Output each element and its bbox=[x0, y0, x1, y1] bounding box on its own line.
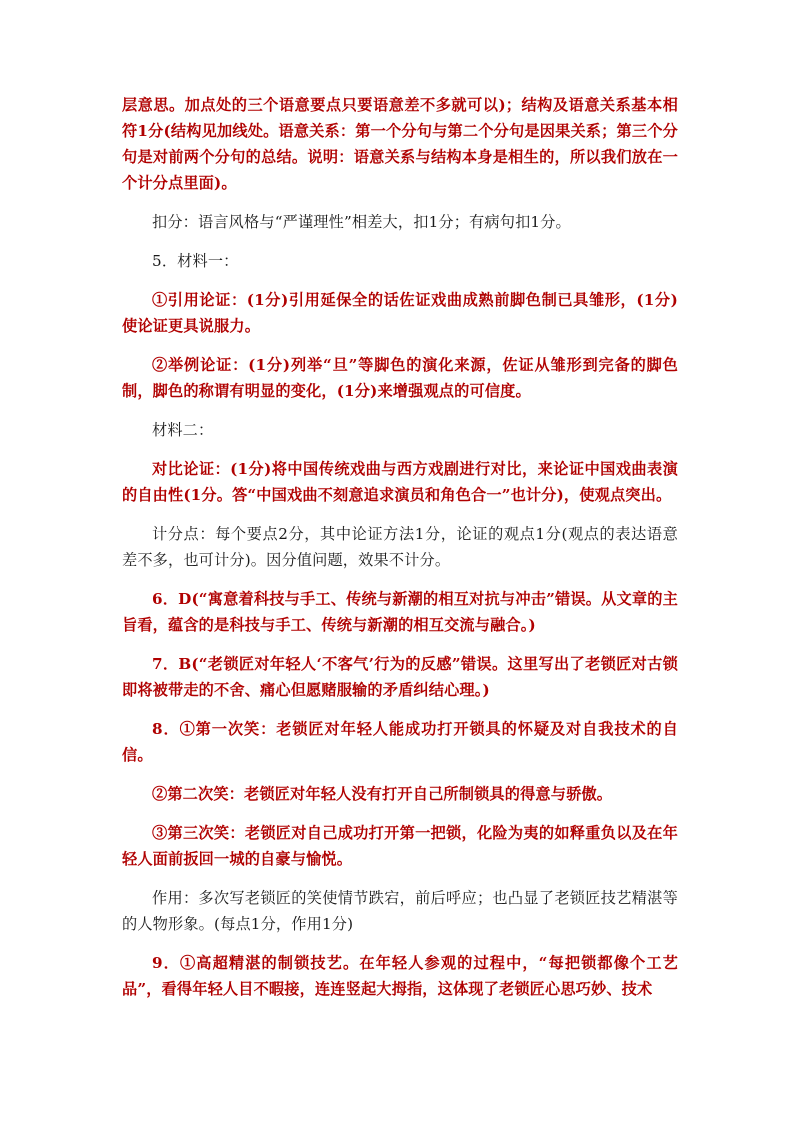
question-8-first-laugh: 8．①第一次笑：老锁匠对年轻人能成功打开锁具的怀疑及对自我技术的自信。 bbox=[122, 720, 678, 764]
question-9-answer: 9．①高超精湛的制锁技艺。在年轻人参观的过程中，“每把锁都像个工艺品”，看得年轻人目不暇接，连连竖起大拇指，这体现了老锁匠心思巧妙、技术 bbox=[122, 954, 678, 998]
question-5-scoring-points: 计分点：每个要点2分，其中论证方法1分，论证的观点1分(观点的表达语意差不多，也可计分)。因分值问题，效果不计分。 bbox=[122, 525, 678, 569]
paragraph-deduction-rules: 扣分：语言风格与“严谨理性”相差大，扣1分；有病句扣1分。 bbox=[152, 213, 571, 231]
question-5-answer-example: ②举例论证：(1分)列举“旦”等脚色的演化来源，佐证从雏形到完备的脚色制，脚色的称谓有明显的变化，(1分)来增强观点的可信度。 bbox=[122, 356, 678, 400]
question-6-answer: 6．D(“寓意着科技与手工、传统与新潮的相互对抗与冲击”错误。从文章的主旨看，蕴含的是科技与手工、传统与新潮的相互交流与融合。) bbox=[122, 590, 678, 634]
question-8-effect: 作用：多次写老锁匠的笑使情节跌宕，前后呼应；也凸显了老锁匠技艺精湛等的人物形象。(每点1分，作用1分) bbox=[122, 889, 678, 933]
paragraph-scoring-structure: 层意思。加点处的三个语意要点只要语意差不多就可以)；结构及语意关系基本相符1分(结构见加线处。语意关系：第一个分句与第二个分句是因果关系；第三个分句是对前两个分句的总结。说明：语意关系与结构本身是相生的，所以我们放在一个计分点里面)。 bbox=[122, 96, 678, 192]
question-8-second-laugh: ②第二次笑：老锁匠对年轻人没有打开自己所制锁具的得意与骄傲。 bbox=[152, 785, 613, 803]
question-8-third-laugh: ③第三次笑：老锁匠对自己成功打开第一把锁，化险为夷的如释重负以及在年轻人面前扳回一城的自豪与愉悦。 bbox=[122, 824, 678, 868]
question-5-answer-quotation: ①引用论证：(1分)引用延保全的话佐证戏曲成熟前脚色制已具雏形，(1分)使论证更具说服力。 bbox=[122, 291, 678, 335]
question-5-heading: 5．材料一： bbox=[152, 252, 239, 270]
material-2-heading: 材料二： bbox=[152, 421, 214, 439]
document-body bbox=[122, 92, 678, 1002]
question-5-answer-contrast: 对比论证：(1分)将中国传统戏曲与西方戏剧进行对比，来论证中国戏曲表演的自由性(1分。答“中国戏曲不刻意追求演员和角色合一”也计分)，使观点突出。 bbox=[122, 460, 678, 504]
question-7-answer: 7．B(“老锁匠对年轻人‘不客气’行为的反感”错误。这里写出了老锁匠对古锁即将被带走的不舍、痛心但愿赌服输的矛盾纠结心理。) bbox=[122, 655, 678, 699]
